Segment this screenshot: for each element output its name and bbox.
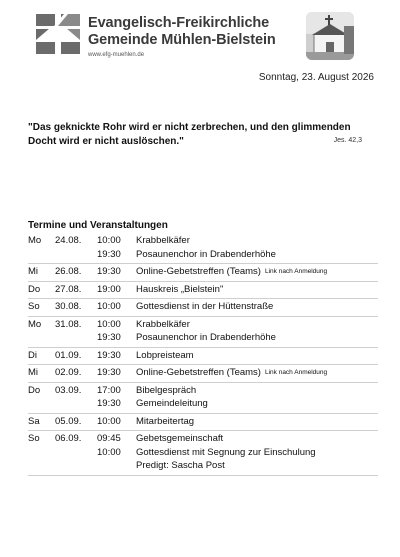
event-title: Krabbelkäfer <box>136 235 190 246</box>
event-time: 19:30 <box>97 349 121 361</box>
church-photo <box>306 12 354 60</box>
event-line <box>28 397 378 411</box>
event-day <box>28 459 55 473</box>
event-day <box>28 248 55 262</box>
event-date <box>55 331 97 345</box>
event-note: Link nach Anmeldung <box>264 369 328 376</box>
event-line <box>28 366 378 380</box>
event-date <box>55 446 97 460</box>
event-time: 19:30 <box>97 332 121 343</box>
event-time: 19:30 <box>97 266 121 277</box>
event-title: Gebetsgemeinschaft <box>136 433 224 444</box>
event-date: 05.09. <box>55 415 82 427</box>
event-date: 24.08. <box>55 235 82 246</box>
event-date: 30.08. <box>55 301 82 312</box>
event-day: Do <box>28 384 41 396</box>
event-time: 10:00 <box>97 235 121 246</box>
event-line <box>28 283 378 297</box>
event-title: Krabbelkäfer <box>136 318 190 330</box>
event-date <box>55 248 97 262</box>
event-title: Predigt: Sascha Post <box>136 460 225 471</box>
event-time: 10:00 <box>97 415 121 427</box>
event-day <box>28 331 55 345</box>
organization-name-line2: Gemeinde Mühlen-Bielstein <box>88 32 276 48</box>
event-time: 10:00 <box>97 446 121 458</box>
event-day: Mo <box>28 235 42 246</box>
event-day: So <box>28 301 40 312</box>
event-entry <box>28 264 378 282</box>
event-title: Hauskreis „Bielstein" <box>136 283 224 295</box>
issue-date: Sonntag, 23. August 2026 <box>258 72 374 83</box>
event-date: 27.08. <box>55 283 82 295</box>
event-line <box>28 349 378 363</box>
event-title: Gemeindeleitung <box>136 398 208 409</box>
event-date: 31.08. <box>55 318 82 330</box>
event-note: Link nach Anmeldung <box>264 268 328 275</box>
event-entry <box>28 299 378 317</box>
event-entry <box>28 383 378 414</box>
event-line <box>28 446 378 460</box>
event-date: 06.09. <box>55 433 82 444</box>
event-entry <box>28 431 378 476</box>
organization-name <box>88 15 276 49</box>
event-time <box>97 459 136 473</box>
bible-reference: Jes. 42,3 <box>333 137 362 144</box>
event-line <box>28 384 378 398</box>
event-day: So <box>28 433 40 444</box>
event-date <box>55 397 97 411</box>
event-line <box>28 459 378 473</box>
event-entry <box>28 414 378 432</box>
event-title: Gottesdienst mit Segnung zur Einschulung <box>136 446 316 458</box>
event-entry <box>28 317 378 348</box>
event-date: 03.09. <box>55 384 82 396</box>
event-date <box>55 459 97 473</box>
event-title: Online-Gebetstreffen (Teams) <box>136 266 261 277</box>
event-line <box>28 248 378 262</box>
event-entry <box>28 233 378 264</box>
event-time: 19:30 <box>97 367 121 378</box>
event-entry <box>28 348 378 366</box>
event-date: 01.09. <box>55 349 82 361</box>
event-time: 19:00 <box>97 283 121 295</box>
event-line <box>28 432 378 446</box>
event-line <box>28 318 378 332</box>
events-heading: Termine und Veranstaltungen <box>28 220 168 231</box>
event-date: 26.08. <box>55 266 82 277</box>
event-day: Sa <box>28 415 40 427</box>
event-time: 10:00 <box>97 301 121 312</box>
event-title: Posaunenchor in Drabenderhöhe <box>136 332 276 343</box>
event-time: 10:00 <box>97 318 121 330</box>
event-title: Online-Gebetstreffen (Teams) <box>136 367 261 378</box>
event-title: Bibelgespräch <box>136 384 197 396</box>
website-url: www.efg-muehlen.de <box>88 52 145 58</box>
event-day: Do <box>28 283 41 295</box>
event-entry <box>28 365 378 383</box>
event-title: Gottesdienst in der Hüttenstraße <box>136 301 274 312</box>
event-line <box>28 234 378 248</box>
event-day: Mi <box>28 367 39 378</box>
event-line <box>28 300 378 314</box>
event-time: 19:30 <box>97 398 121 409</box>
event-day <box>28 446 55 460</box>
organization-name-line1: Evangelisch-Freikirchliche <box>88 15 270 31</box>
event-title: Mitarbeitertag <box>136 415 195 427</box>
event-date: 02.09. <box>55 367 82 378</box>
event-time: 09:45 <box>97 433 121 444</box>
event-line <box>28 331 378 345</box>
event-title: Lobpreisteam <box>136 349 194 361</box>
event-entry <box>28 282 378 300</box>
event-day: Mi <box>28 266 39 277</box>
event-line <box>28 265 378 279</box>
event-line <box>28 415 378 429</box>
event-time: 19:30 <box>97 248 121 260</box>
event-day: Di <box>28 349 37 361</box>
church-logo-icon <box>36 14 80 54</box>
bible-quote: "Das geknickte Rohr wird er nicht zerbrechen, und den glimmenden Docht wird er nicht auslöschen." <box>28 122 351 147</box>
event-title: Posaunenchor in Drabenderhöhe <box>136 248 276 260</box>
event-time: 17:00 <box>97 384 121 396</box>
event-day <box>28 397 55 411</box>
events-list <box>28 233 378 476</box>
event-day: Mo <box>28 318 42 330</box>
